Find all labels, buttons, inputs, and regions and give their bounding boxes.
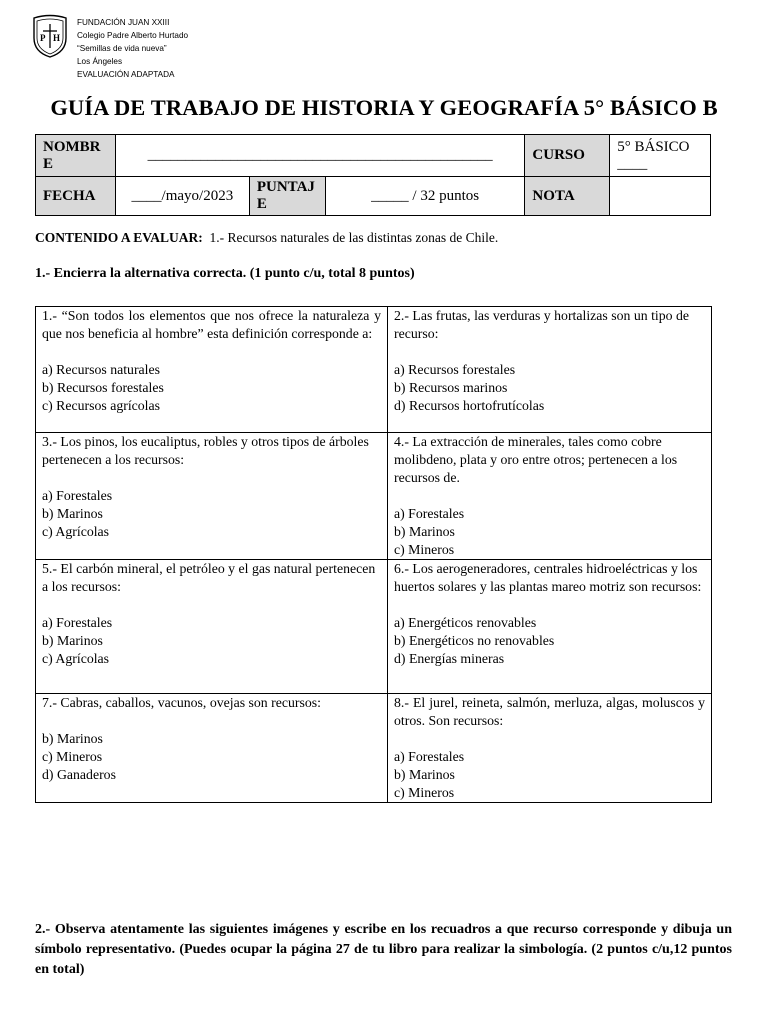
- section1-instruction: 1.- Encierra la alternativa correcta. (1 punto c/u, total 8 puntos): [35, 266, 415, 281]
- school-line-college: Colegio Padre Alberto Hurtado: [77, 31, 189, 40]
- school-line-evaluation: EVALUACIÓN ADAPTADA: [77, 70, 175, 79]
- contenido-line: [35, 230, 498, 246]
- question-text: 5.- El carbón mineral, el petróleo y el gas natural pertenecen a los recursos:: [42, 561, 376, 594]
- answer-option[interactable]: c) Agrícolas: [42, 524, 110, 539]
- school-info: [77, 16, 188, 81]
- question-text: 7.- Cabras, caballos, vacunos, ovejas son recursos:: [42, 695, 321, 710]
- curso-field[interactable]: 5° BÁSICO ____: [610, 135, 711, 177]
- answer-option[interactable]: a) Forestales: [394, 749, 465, 764]
- nota-label: NOTA: [525, 177, 610, 216]
- school-line-foundation: FUNDACIÓN JUAN XXIII: [77, 18, 170, 27]
- question-text: 2.- Las frutas, las verduras y hortalizas son un tipo de recurso:: [394, 308, 690, 341]
- answer-option[interactable]: a) Forestales: [42, 615, 113, 630]
- answer-option[interactable]: b) Recursos forestales: [42, 380, 164, 395]
- answer-option[interactable]: b) Marinos: [394, 524, 455, 539]
- answer-option[interactable]: a) Forestales: [394, 506, 465, 521]
- answer-option[interactable]: b) Marinos: [42, 506, 103, 521]
- question-cell-5: [36, 560, 388, 694]
- question-cell-6: [388, 560, 712, 694]
- question-text: 6.- Los aerogeneradores, centrales hidroeléctricas y los huertos solares y las plantas mareo motriz son recursos:: [394, 561, 702, 594]
- question-cell-2: [388, 307, 712, 433]
- question-text: 4.- La extracción de minerales, tales como cobre molibdeno, plata y oro entre otros; pertenecen a los recursos de.: [394, 434, 678, 485]
- question-text: 1.- “Son todos los elementos que nos ofrece la naturaleza y que nos beneficia al hombre” esta definición corresponde a:: [42, 308, 381, 341]
- question-cell-7: [36, 694, 388, 803]
- contenido-label: CONTENIDO A EVALUAR:: [35, 230, 203, 245]
- answer-option[interactable]: a) Recursos naturales: [42, 362, 160, 377]
- question-text: 8.- El jurel, reineta, salmón, merluza, algas, moluscos y otros. Son recursos:: [394, 695, 705, 728]
- question-cell-1: [36, 307, 388, 433]
- school-logo-icon: [30, 14, 70, 58]
- svg-text:P: P: [40, 33, 46, 43]
- question-cell-4: [388, 433, 712, 560]
- answer-option[interactable]: b) Marinos: [42, 731, 103, 746]
- questions-table: [35, 306, 712, 803]
- svg-text:H: H: [53, 33, 61, 43]
- answer-option[interactable]: c) Mineros: [394, 542, 455, 557]
- contenido-text: 1.- Recursos naturales de las distintas zonas de Chile.: [209, 230, 499, 245]
- school-line-motto: “Semillas de vida nueva”: [77, 44, 167, 53]
- answer-option[interactable]: a) Recursos forestales: [394, 362, 516, 377]
- question-text: 3.- Los pinos, los eucaliptus, robles y otros tipos de árboles pertenecen a los recursos:: [42, 434, 369, 467]
- page-title: GUÍA DE TRABAJO DE HISTORIA Y GEOGRAFÍA 5° BÁSICO B: [50, 95, 718, 120]
- puntaje-field[interactable]: _____ / 32 puntos: [325, 177, 525, 216]
- answer-option[interactable]: c) Mineros: [394, 785, 455, 800]
- nombre-label: NOMBR E: [36, 135, 116, 177]
- answer-option[interactable]: b) Energéticos no renovables: [394, 633, 555, 648]
- answer-option[interactable]: d) Ganaderos: [42, 767, 116, 782]
- answer-option[interactable]: c) Agrícolas: [42, 651, 110, 666]
- fecha-field[interactable]: ____/mayo/2023: [115, 177, 249, 216]
- nota-field[interactable]: [610, 177, 711, 216]
- answer-option[interactable]: a) Energéticos renovables: [394, 615, 537, 630]
- answer-option[interactable]: d) Energías mineras: [394, 651, 505, 666]
- curso-label: CURSO: [525, 135, 610, 177]
- section2-instruction: 2.- Observa atentamente las siguientes imágenes y escribe en los recuadros a que recurso corresponde y dibuja un símbolo representativo. (Puedes ocupar la página 27 de tu libro para realizar la simbología. (2 puntos c/u,12 puntos en total): [35, 922, 732, 977]
- answer-option[interactable]: c) Recursos agrícolas: [42, 398, 160, 413]
- answer-option[interactable]: b) Recursos marinos: [394, 380, 508, 395]
- nombre-field[interactable]: ______________________________________________: [115, 135, 525, 177]
- question-cell-8: [388, 694, 712, 803]
- fecha-label: FECHA: [36, 177, 116, 216]
- answer-option[interactable]: b) Marinos: [42, 633, 103, 648]
- answer-option[interactable]: a) Forestales: [42, 488, 113, 503]
- student-info-table: [35, 134, 711, 216]
- puntaje-label: PUNTAJ E: [249, 177, 325, 216]
- answer-option[interactable]: b) Marinos: [394, 767, 455, 782]
- answer-option[interactable]: c) Mineros: [42, 749, 103, 764]
- question-cell-3: [36, 433, 388, 560]
- answer-option[interactable]: d) Recursos hortofrutícolas: [394, 398, 545, 413]
- school-line-city: Los Ángeles: [77, 57, 123, 66]
